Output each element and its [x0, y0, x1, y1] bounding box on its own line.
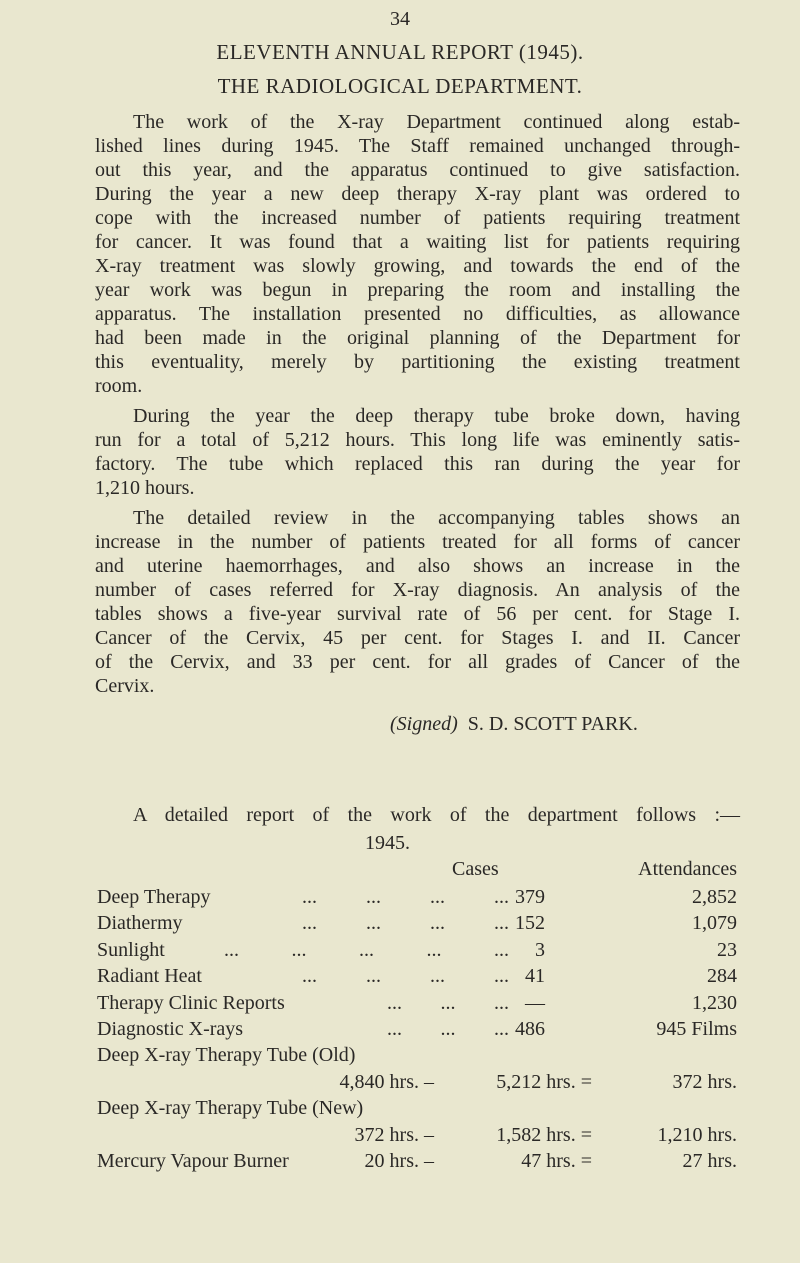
cases-value: 152 — [515, 912, 545, 935]
hours-end: 1,582 hrs. = — [496, 1123, 592, 1146]
cases-value: 41 — [525, 965, 545, 988]
row-label: Therapy Clinic Reports — [97, 991, 285, 1014]
table-row — [97, 991, 737, 1017]
header-attendances: Attendances — [638, 858, 737, 880]
table-row — [97, 1149, 737, 1175]
paragraph-line: number of cases referred for X-ray diagnosis. An analysis of the — [95, 579, 740, 601]
table-row — [97, 964, 737, 990]
signatory-name: S. D. SCOTT PARK. — [467, 713, 638, 735]
hours-start: 372 hrs. – — [354, 1123, 434, 1146]
hours-total: 372 hrs. — [672, 1070, 737, 1093]
leader-dots: ... ... ... ... — [302, 886, 509, 908]
hours-total: 1,210 hrs. — [657, 1123, 737, 1146]
table-intro: A detailed report of the work of the department follows :— — [133, 804, 740, 826]
hours-end: 5,212 hrs. = — [496, 1070, 592, 1093]
row-label: Diathermy — [97, 912, 183, 935]
paragraph-line: this eventuality, merely by partitioning the existing treatment — [95, 351, 740, 373]
table-row — [97, 911, 737, 937]
paragraph-line: tables shows a five-year survival rate of 56 per cent. for Stage I. — [95, 603, 740, 625]
attendances-value: 2,852 — [692, 886, 737, 908]
cases-value: 486 — [515, 1018, 545, 1040]
page-number: 34 — [390, 8, 410, 30]
paragraph-line: X-ray treatment was slowly growing, and towards the end of the — [95, 255, 740, 277]
leader-dots: ... ... ... ... ... — [224, 938, 509, 961]
tube-label: Deep X-ray Therapy Tube (New) — [97, 1097, 364, 1120]
leader-dots: ... ... ... — [387, 1018, 509, 1040]
signature — [390, 712, 638, 736]
table-row — [97, 1070, 737, 1096]
attendances-value: 23 — [717, 938, 737, 961]
paragraph-line: Cancer of the Cervix, 45 per cent. for Stages I. and II. Cancer — [95, 627, 740, 649]
table-row — [97, 1123, 737, 1149]
hours-end: 47 hrs. = — [521, 1150, 592, 1172]
paragraph-line: 1,210 hours. — [95, 477, 195, 499]
hours-total: 27 hrs. — [682, 1150, 737, 1172]
row-label: Sunlight — [97, 938, 165, 961]
section-heading: THE RADIOLOGICAL DEPARTMENT. — [217, 74, 583, 98]
paragraph-line: The work of the X-ray Department continued along estab- — [133, 111, 740, 133]
leader-dots: ... ... ... — [387, 991, 509, 1014]
paragraph-line: apparatus. The installation presented no difficulties, as allowance — [95, 303, 740, 325]
header-cases: Cases — [452, 858, 499, 880]
paragraph-line: During the year the deep therapy tube broke down, having — [133, 405, 740, 427]
paragraph-line: for cancer. It was found that a waiting list for patients requiring — [95, 231, 740, 253]
attendances-value: 1,079 — [692, 912, 737, 935]
attendances-value: 1,230 — [692, 991, 737, 1014]
table-row — [97, 1017, 737, 1043]
table-row — [97, 885, 737, 911]
row-label: Diagnostic X-rays — [97, 1018, 244, 1040]
cases-value: 3 — [535, 938, 545, 961]
paragraph-line: factory. The tube which replaced this ran during the year for — [95, 453, 740, 475]
cases-value: 379 — [515, 886, 545, 908]
report-title: ELEVENTH ANNUAL REPORT (1945). — [216, 40, 584, 64]
paragraph-line: had been made in the original planning of the Department for — [95, 327, 740, 349]
paragraph-line: room. — [95, 375, 143, 397]
paragraph-line: out this year, and the apparatus continued to give satisfaction. — [95, 159, 740, 181]
cases-value: — — [525, 991, 545, 1014]
hours-start: 4,840 hrs. – — [339, 1070, 434, 1093]
paragraph-line: cope with the increased number of patients requiring treatment — [95, 207, 740, 229]
tube-label: Deep X-ray Therapy Tube (Old) — [97, 1044, 356, 1067]
paragraph-line: The detailed review in the accompanying tables shows an — [133, 507, 740, 529]
paragraph-line: During the year a new deep therapy X-ray plant was ordered to — [95, 183, 740, 205]
signed-label: (Signed) — [390, 713, 458, 735]
hours-start: 20 hrs. – — [364, 1150, 434, 1172]
paragraph-line: and uterine haemorrhages, and also shows an increase in the — [95, 555, 740, 577]
row-label: Radiant Heat — [97, 965, 202, 988]
attendances-value: 945 Films — [656, 1018, 737, 1040]
paragraph-line: of the Cervix, and 33 per cent. for all grades of Cancer of the — [95, 651, 740, 673]
paragraph-line: Cervix. — [95, 675, 155, 697]
paragraph-line: run for a total of 5,212 hours. This long life was eminently satis- — [95, 429, 740, 451]
burner-label: Mercury Vapour Burner — [97, 1150, 289, 1172]
paragraph-line: lished lines during 1945. The Staff remained unchanged through- — [95, 135, 740, 157]
table-row — [97, 1043, 737, 1069]
paragraph-line: year work was begun in preparing the room and installing the — [95, 279, 740, 301]
row-label: Deep Therapy — [97, 886, 211, 908]
leader-dots: ... ... ... ... — [302, 965, 509, 988]
paragraph-line: increase in the number of patients treated for all forms of cancer — [95, 531, 740, 553]
table-year: 1945. — [365, 832, 410, 854]
table-row — [97, 1096, 737, 1122]
table-row — [97, 938, 737, 964]
leader-dots: ... ... ... ... — [302, 912, 509, 935]
attendances-value: 284 — [707, 965, 737, 988]
